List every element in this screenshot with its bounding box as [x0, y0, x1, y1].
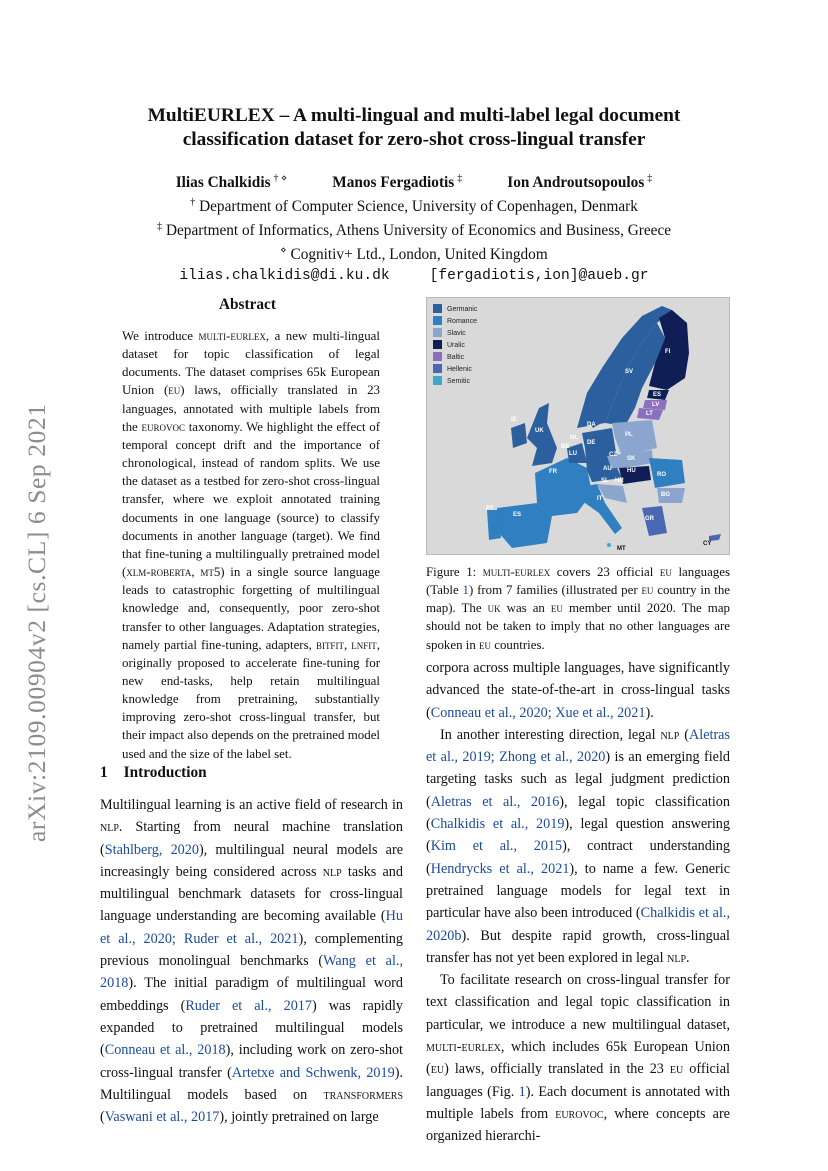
- map-region-malta: [607, 543, 611, 547]
- affiliation: † Department of Computer Science, University of Copenhagen, Denmark: [190, 197, 638, 215]
- country-code: LU: [569, 451, 577, 457]
- country-code: LV: [652, 402, 660, 408]
- legend-label: Semitic: [447, 378, 470, 385]
- citation-link[interactable]: Chalkidis et al., 2019: [430, 816, 565, 833]
- paragraph: corpora across multiple languages, have significantly advanced the state-of-the-art in cross-lingual tasks (Conneau et al., 2020; Xue et al., 2021).: [426, 660, 730, 721]
- paper-header: [100, 104, 728, 287]
- introduction-body: Multilingual learning is an active field of research in nlp. Starting from neural machine translation (Stahlberg, 2020), multilingual neural models are increasingly being considered across nlp tasks and multilingual benchmark datasets for cross-lingual language understanding are becoming available (Hu et al., 2020; Ruder et al., 2021), complementing previous monolingual benchmarks (Wang et al., 2018). The initial paradigm of multilingual word embeddings (Ruder et al., 2017) was rapidly expanded to pretrained multilingual models (Conneau et al., 2018), including work on zero-shot cross-lingual transfer (Artetxe and Schwenk, 2019). Multilingual models based on transformers (Vaswani et al., 2017), jointly pretrained on large: [100, 797, 403, 1126]
- country-code: DA: [587, 422, 596, 428]
- country-code: FR: [549, 469, 557, 475]
- citation-link[interactable]: Vaswani et al., 2017: [104, 1109, 220, 1126]
- country-code: MT: [617, 546, 626, 552]
- country-code: HR: [615, 478, 624, 484]
- country-code: CZ: [609, 452, 617, 458]
- abstract-heading: Abstract: [219, 296, 276, 313]
- country-code: RO: [657, 472, 666, 478]
- email: [fergadiotis,ion]@aueb.gr: [429, 268, 649, 284]
- citation-link[interactable]: Conneau et al., 2018: [104, 1042, 226, 1059]
- map-region-romania: [649, 458, 685, 488]
- abstract-body: We introduce multi-eurlex, a new multi-lingual dataset for topic classification of legal documents. The dataset comprises 65k European Union (eu) laws, officially translated in 23 languages, annotated with multiple labels from the eurovoc taxonomy. We highlight the effect of temporal concept drift and the importance of chronological, instead of random splits. We use the dataset as a testbed for zero-shot cross-lingual transfer, where we exploit annotated training documents in one language (source) to classify documents in another language (target). We find that fine-tuning a multilingually pretrained model (xlm-roberta, mt5) in a single source language leads to catastrophic forgetting of multilingual knowledge and, consequently, poor zero-shot transfer to other languages. Adaptation strategies, namely partial fine-tuning, adapters, bitfit, lnfit, originally proposed to accelerate fine-tuning for new end-tasks, help retain multilingual knowledge from pretraining, substantially improving zero-shot cross-lingual transfer, but their impact also depends on the pretrained model used and the size of the label set.: [122, 329, 380, 761]
- country-code: BE: [561, 444, 570, 450]
- country-code: HU: [627, 468, 636, 474]
- citation-link[interactable]: Aletras et al., 2016: [430, 793, 560, 810]
- citation-link[interactable]: Kim et al., 2015: [430, 838, 563, 855]
- citation-link[interactable]: Aletras et al., 2019; Zhong et al., 2020: [426, 726, 730, 766]
- country-code: ES: [513, 512, 522, 518]
- email: ilias.chalkidis@di.ku.dk: [179, 268, 390, 284]
- country-code: NL: [570, 435, 578, 441]
- legend-label: Uralic: [447, 342, 465, 349]
- country-code: LT: [646, 411, 653, 417]
- country-code: IE: [511, 417, 517, 423]
- paper-title: MultiEURLEX – A multi-lingual and multi-label legal document classification dataset for zero-shot cross-lingual transfer: [147, 105, 681, 150]
- legend-label: Romance: [447, 318, 477, 325]
- citation-link[interactable]: Ruder et al., 2017: [185, 997, 312, 1014]
- figure-caption: Figure 1: multi-eurlex covers 23 official eu languages (Table 1) from 7 families (illustrated per eu country in the map). The uk was an eu member until 2020. The map should not be taken to imply that no other languages are spoken in eu countries.: [426, 565, 730, 652]
- table-reference-link[interactable]: 1: [462, 583, 469, 598]
- country-code: SL: [601, 478, 609, 484]
- affiliation: ‡ Department of Informatics, Athens University of Economics and Business, Greece: [156, 221, 672, 239]
- legend-label: Germanic: [447, 306, 478, 313]
- country-code: IT: [597, 496, 603, 502]
- author: Ilias Chalkidis † ⋄: [175, 173, 288, 191]
- country-code: ES: [653, 392, 662, 398]
- email-list: [100, 265, 728, 287]
- paragraph: To facilitate research on cross-lingual transfer for text classification and legal topic classification in particular, we introduce a new multilingual dataset, multi-eurlex, which includes 65k European Union (eu) laws, officially translated in the 23 eu official languages (Fig. 1). Each document is annotated with multiple labels from eurovoc, where concepts are organized hierarchi-: [426, 972, 730, 1145]
- citation-link[interactable]: Stahlberg, 2020: [104, 841, 199, 858]
- country-code: FI: [665, 349, 671, 355]
- legend-label: Slavic: [447, 330, 466, 337]
- country-code: PT: [486, 506, 494, 512]
- citation-link[interactable]: Hu et al., 2020; Ruder et al., 2021: [100, 908, 403, 947]
- country-code: CY: [703, 541, 712, 547]
- author: Ion Androutsopoulos ‡: [507, 173, 653, 191]
- author: Manos Fergadiotis ‡: [332, 173, 463, 191]
- country-code: PL: [625, 432, 633, 438]
- citation-link[interactable]: Conneau et al., 2020; Xue et al., 2021: [430, 704, 646, 721]
- citation-link[interactable]: Wang et al., 2018: [100, 953, 403, 992]
- europe-language-map: [426, 297, 730, 555]
- figure-reference-link[interactable]: 1: [518, 1083, 526, 1100]
- country-code: UK: [535, 428, 544, 434]
- country-code: SV: [625, 369, 634, 375]
- map-svg: [427, 298, 729, 554]
- legend-label: Hellenic: [447, 366, 472, 373]
- affiliation: ⋄ Cognitiv+ Ltd., London, United Kingdom: [280, 245, 548, 263]
- country-code: BG: [661, 492, 670, 498]
- country-code: SK: [627, 456, 636, 462]
- citation-link[interactable]: Hendrycks et al., 2021: [430, 860, 570, 877]
- right-column-body: [426, 657, 730, 1148]
- country-code: DE: [587, 440, 596, 446]
- arxiv-identifier: arXiv:2109.00904v2 [cs.CL] 6 Sep 2021: [22, 403, 51, 842]
- citation-link[interactable]: Artetxe and Schwenk, 2019: [231, 1064, 395, 1081]
- citation-link[interactable]: Chalkidis et al., 2020b: [426, 905, 730, 944]
- section-heading-introduction: 1 Introduction: [100, 764, 207, 781]
- paragraph: In another interesting direction, legal nlp (Aletras et al., 2019; Zhong et al., 2020) is an emerging field targeting tasks such as legal judgment prediction (Aletras et al., 2016), legal topic classification (Chalkidis et al., 2019), legal question answering (Kim et al., 2015), contract understanding (Hendrycks et al., 2021), to name a few. Generic pretrained language models for legal text in particular have also been introduced (Chalkidis et al., 2020b). But despite rapid growth, cross-lingual transfer has not yet been explored in legal nlp.: [426, 726, 730, 966]
- country-code: AU: [603, 466, 612, 472]
- legend-label: Baltic: [447, 354, 465, 361]
- author-list: [100, 169, 728, 193]
- country-code: GR: [645, 516, 654, 522]
- map-region-portugal: [487, 510, 501, 540]
